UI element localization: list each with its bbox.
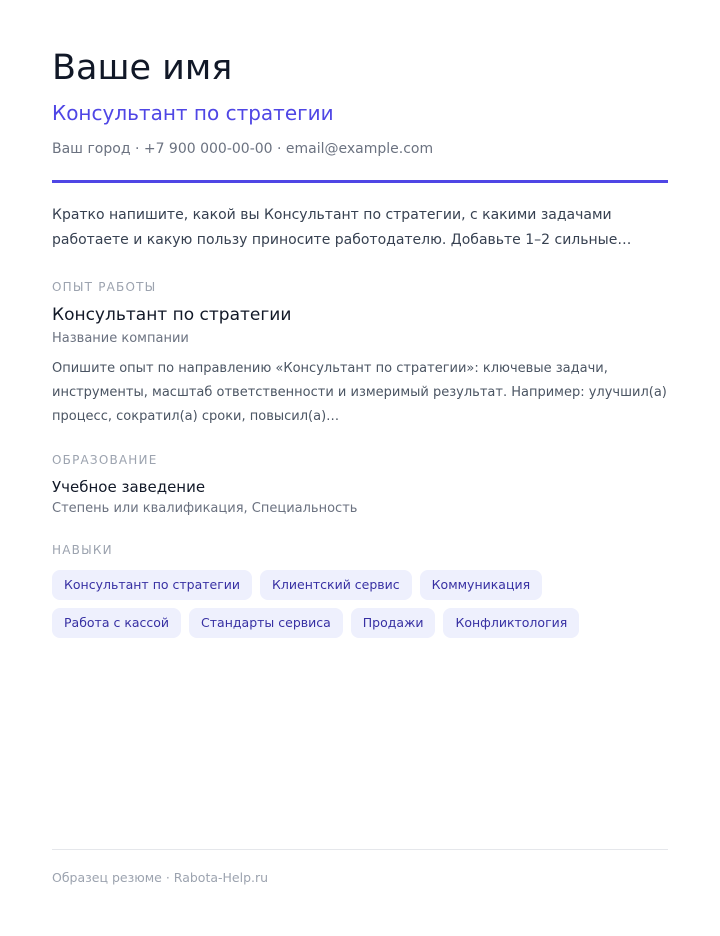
experience-description: Опишите опыт по направлению «Консультант по стратегии»: ключевые задачи, инструменты, масштаб ответственности и измеримый результат. Например: улучшил(а) процесс, сократил(а) сроки, повысил(а)… [52,361,667,424]
candidate-role: Консультант по стратегии [52,101,334,125]
skill-chip: Продажи [351,608,436,638]
candidate-name: Ваше имя [52,48,233,88]
experience-company: Название компании [52,331,189,346]
education-details: Степень или квалификация, Специальность [52,501,358,516]
section-title-experience: ОПЫТ РАБОТЫ [52,280,157,294]
contact-line: Ваш город · +7 900 000-00-00 · email@example.com [52,141,434,157]
skill-chip: Консультант по стратегии [52,570,252,600]
skill-chip: Стандарты сервиса [189,608,343,638]
skill-chip: Работа с кассой [52,608,181,638]
skill-chip: Клиентский сервис [260,570,412,600]
header-divider [52,180,668,183]
section-title-skills: НАВЫКИ [52,543,113,557]
experience-job-title: Консультант по стратегии [52,305,292,325]
skill-chip: Конфликтология [443,608,579,638]
footer-text: Образец резюме · Rabota-Help.ru [52,870,269,885]
section-title-education: ОБРАЗОВАНИЕ [52,453,158,467]
skills-list [52,570,668,638]
footer-divider [52,849,668,850]
education-institution: Учебное заведение [52,478,206,496]
skill-chip: Коммуникация [420,570,542,600]
summary-text: Кратко напишите, какой вы Консультант по стратегии, с какими задачами работаете и какую пользу приносите работодателю. Добавьте 1–2 сильные… [52,207,632,248]
